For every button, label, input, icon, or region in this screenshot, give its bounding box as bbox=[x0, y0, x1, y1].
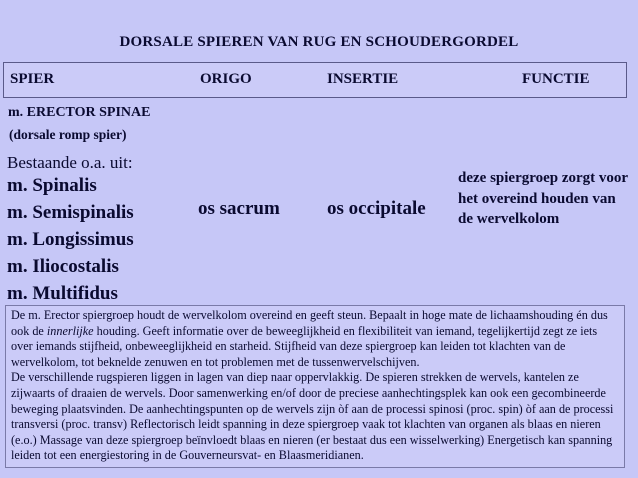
header-insertie: INSERTIE bbox=[327, 71, 399, 87]
header-origo: ORIGO bbox=[200, 71, 252, 87]
muscle-name: m. ERECTOR SPINAE bbox=[8, 105, 151, 120]
muscle-part: m. Longissimus bbox=[7, 229, 134, 250]
muscle-part: m. Semispinalis bbox=[7, 202, 134, 223]
muscle-subtitle: (dorsale romp spier) bbox=[9, 127, 127, 142]
muscle-parts-list bbox=[7, 172, 134, 307]
description-part2: houding. Geeft informatie over de beweeglijkheid en flexibiliteit van iemand, tegelijkertijd zegt ze iets over iemands stijfheid, onbeweeglijkheid en starheid. Stijfheid van deze spiergroep kan leiden tot klachten van de wervelkolom, tot beknelde zenuwen en tot problemen met de tussenwervelschijven. De verschillende rugspieren liggen in lagen van diep naar oppervlakkig. De spieren strekken de wervels, kantelen ze zijwaarts of draaien de wervels. Door samenwerking en/of door de preciese aanhechtingsplek kan ook een gecombineerde beweging plaatsvinden. De aanhechtingspunten op de wervels zijn òf aan de processi spinosi (proc. spin) òf aan de processi transversi (proc. transv) Reflectorisch leidt spanning in deze spiergroep vaak tot klachten van organen als blaas en nieren (e.o.) Massage van deze spiergroep beïnvloedt blaas en nieren (er bestaat dus een wisselwerking) Energetisch kan spanning leiden tot een energiestoring in de Gouverneursvat- en Blaasmeridianen. bbox=[11, 323, 614, 463]
consists-of-label: Bestaande o.a. uit: bbox=[7, 153, 133, 172]
header-functie: FUNCTIE bbox=[522, 71, 590, 87]
muscle-part: m. Iliocostalis bbox=[7, 256, 119, 277]
description-box bbox=[5, 305, 625, 468]
description-part1: De m. Erector spiergroep houdt de wervelkolom overeind en geeft steun. Bepaalt in hoge mate de lichaamshouding én dus ook de bbox=[11, 308, 608, 338]
functie-value: deze spiergroep zorgt voor het overeind houden van de wervelkolom bbox=[458, 170, 628, 227]
header-spier: SPIER bbox=[10, 71, 55, 87]
table-header bbox=[3, 62, 627, 98]
insertie-value: os occipitale bbox=[327, 198, 426, 219]
slide-title: DORSALE SPIEREN VAN RUG EN SCHOUDERGORDEL bbox=[119, 34, 519, 50]
description-italic: innerlijke bbox=[46, 323, 94, 338]
origo-value: os sacrum bbox=[198, 198, 280, 219]
muscle-part: m. Multifidus bbox=[7, 283, 118, 304]
description-text bbox=[11, 308, 620, 464]
muscle-part: m. Spinalis bbox=[7, 175, 97, 196]
